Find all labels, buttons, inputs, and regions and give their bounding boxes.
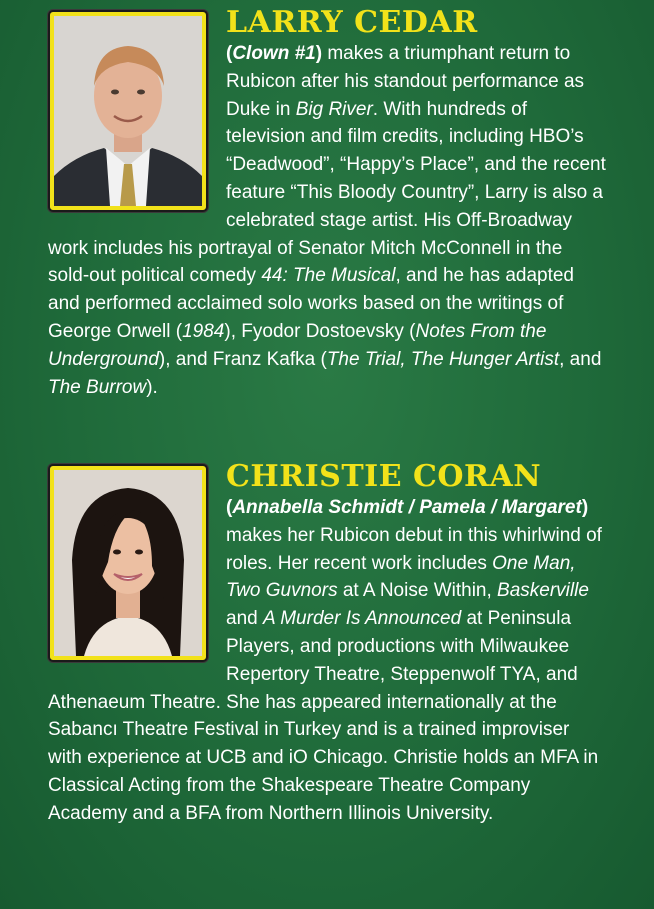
headshot-christie-coran <box>50 466 206 660</box>
headshot-illustration <box>54 470 202 656</box>
bio-name: LARRY CEDAR <box>226 5 478 40</box>
bio-role: (Clown #1) <box>226 43 323 64</box>
headshot-illustration <box>54 16 202 206</box>
bio-larry-cedar <box>48 6 608 401</box>
bio-text: (Annabella Schmidt / Pamela / Margaret) makes her Rubicon debut in this whirlwind of roles. Her recent work includes One Man, Two Guvnors at A Noise Within, Baskerville and A Murder Is Announced at Peninsula Players, and productions with Milwaukee Repertory Theatre, Steppenwolf TYA, and Athenaeum Theatre. She has appeared internationally at the Sabancı Theatre Festival in Turkey and is a trained improviser with experience at UCB and iO Chicago. Christie holds an MFA in Classical Acting from the Shakespeare Theatre Company Academy and a BFA from Northern Illinois University. <box>48 497 602 824</box>
bio-name: CHRISTIE CORAN <box>226 459 542 494</box>
bio-text: (Clown #1) makes a triumphant return to Rubicon after his standout performance as Duke in Big River. With hundreds of television and film credits, including HBO’s “Deadwood”, “Happy’s Place”, and the recent feature “This Bloody Country”, Larry is also a celebrated stage artist. His Off-Broadway work includes his portrayal of Senator Mitch McConnell in the sold-out political comedy 44: The Musical, and he has adapted and performed acclaimed solo works based on the writings of George Orwell (1984), Fyodor Dostoevsky (Notes From the Underground), and Franz Kafka (The Trial, The Hunger Artist, and The Burrow). <box>48 43 606 398</box>
headshot-larry-cedar <box>50 12 206 210</box>
bio-christie-coran <box>48 460 608 828</box>
bio-role: (Annabella Schmidt / Pamela / Margaret) <box>226 497 589 518</box>
